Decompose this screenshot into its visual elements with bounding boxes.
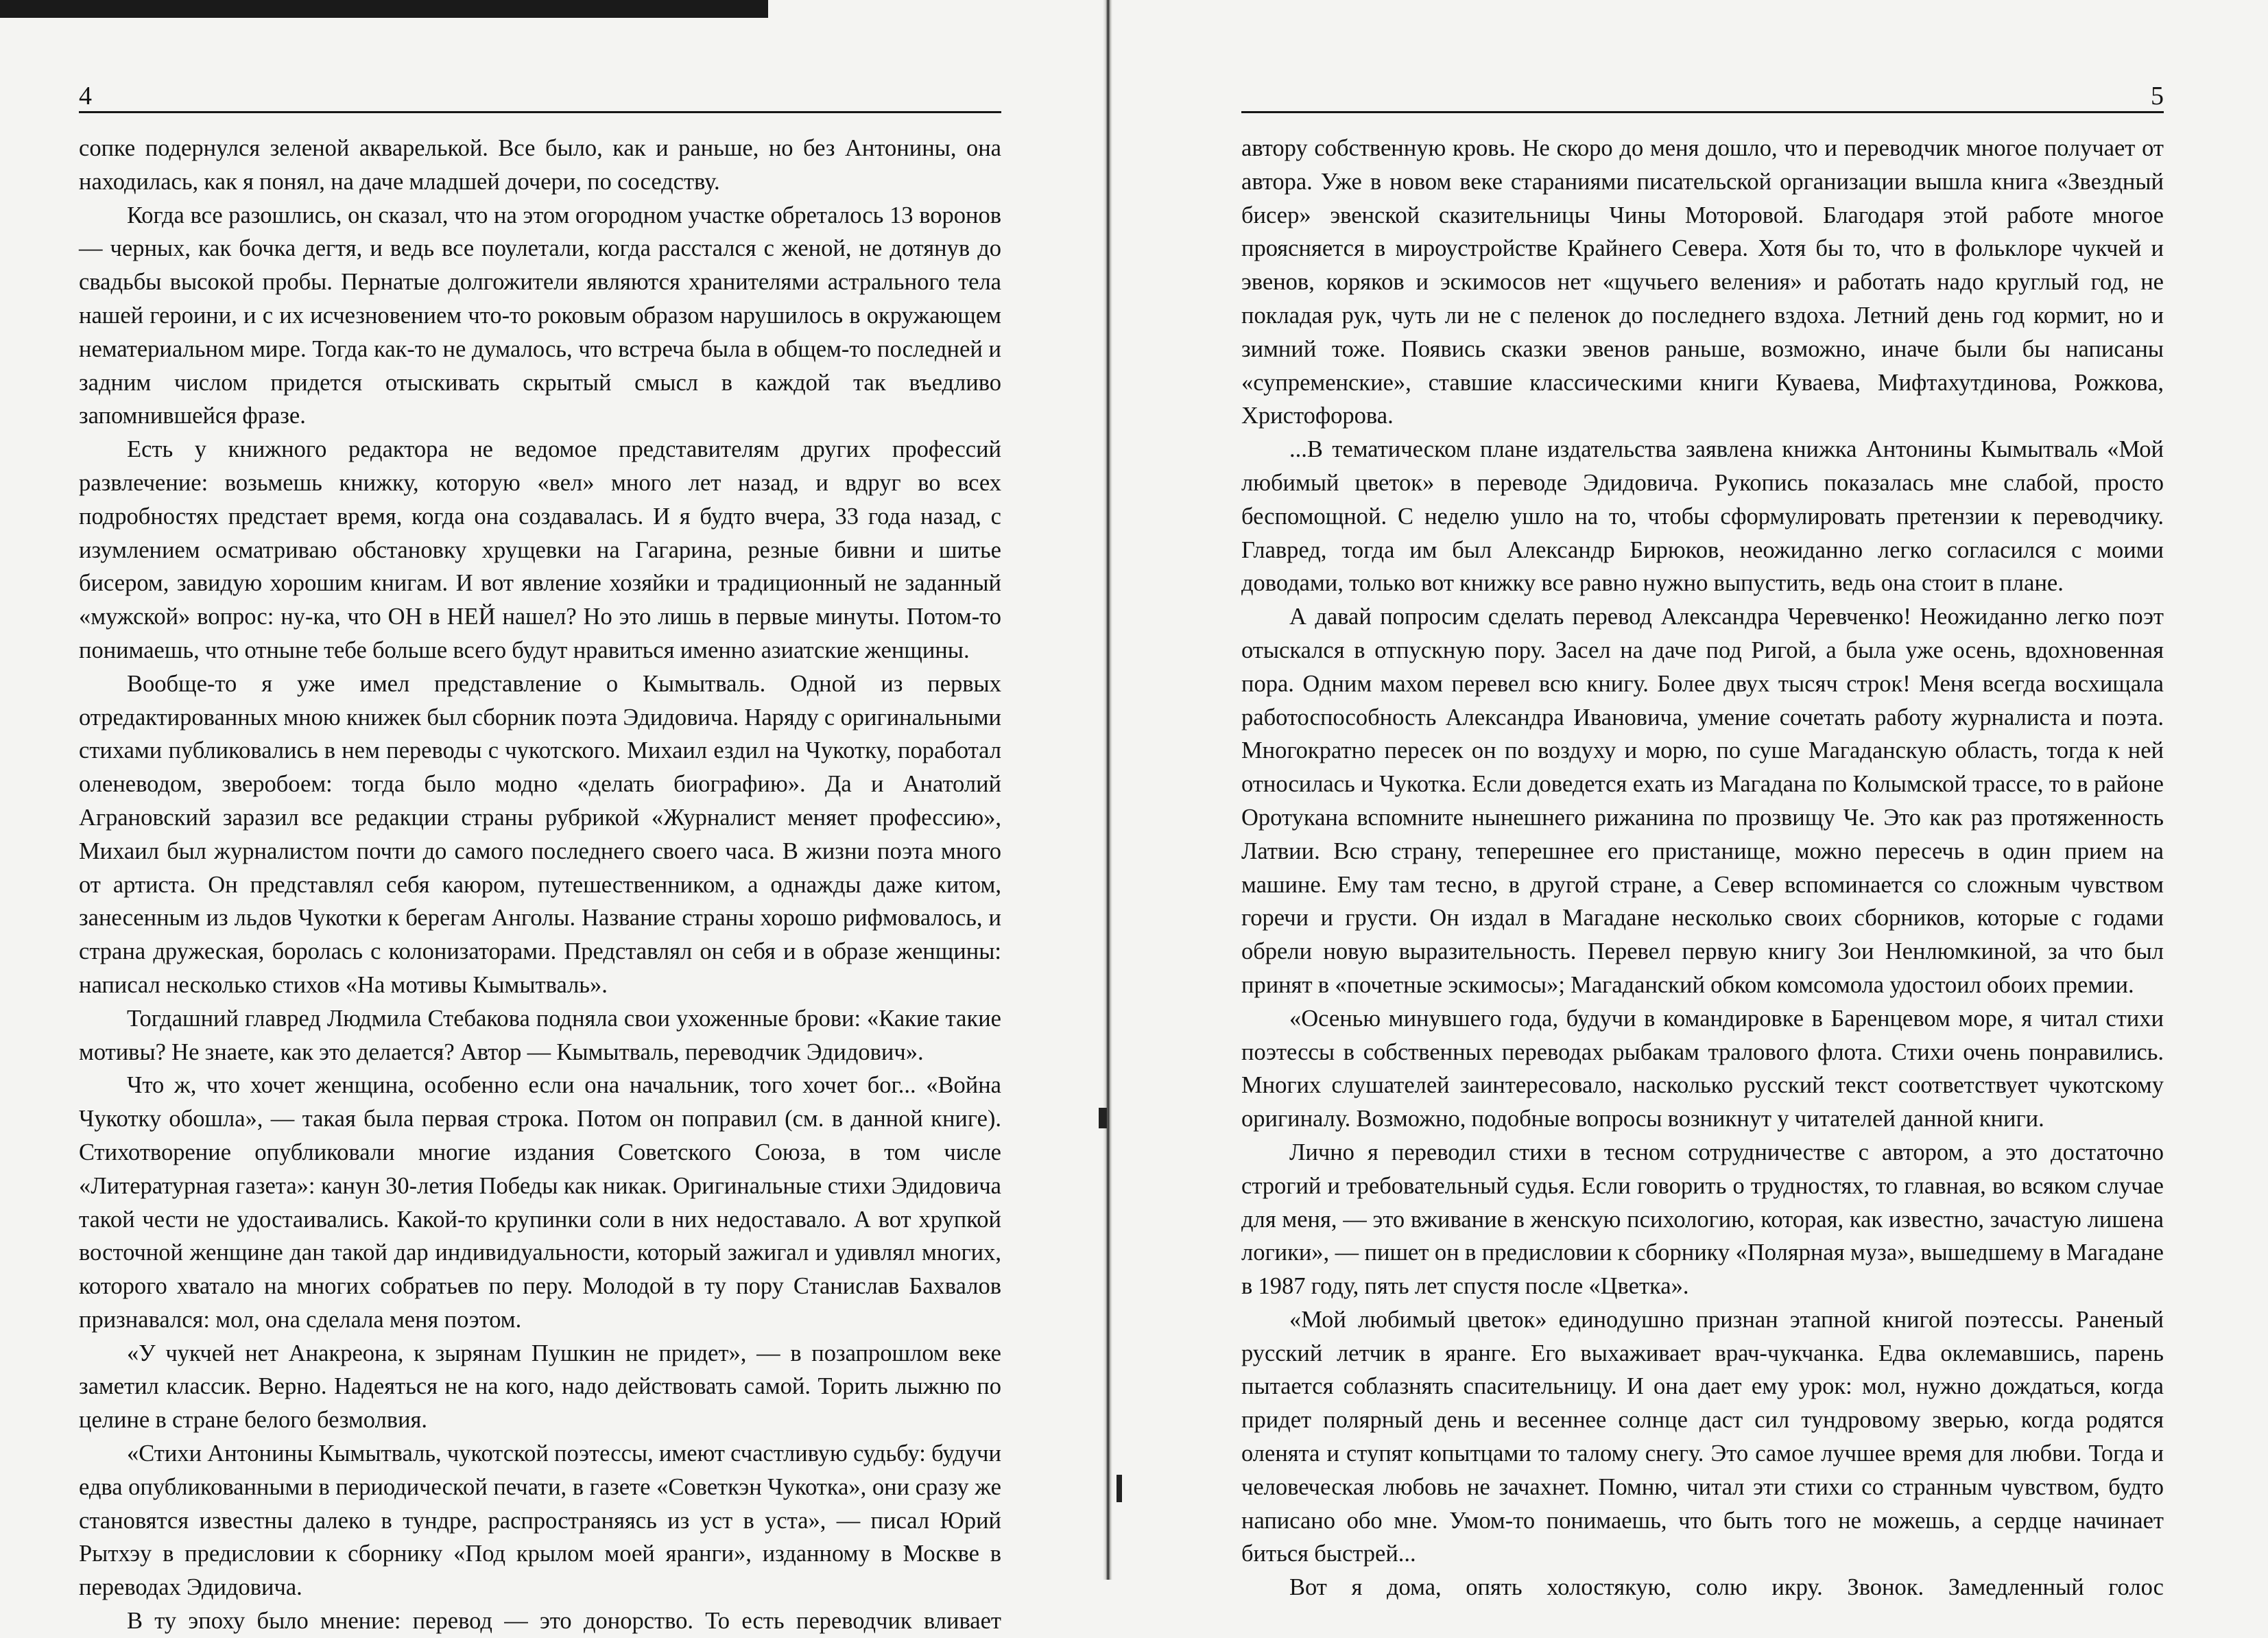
- page-text: [79, 132, 1001, 1638]
- paragraph: сопке подернулся зеленой акварелькой. Все было, как и раньше, но без Антонины, она находилась, как я понял, на даче младшей дочери, по соседству.: [79, 135, 1001, 195]
- paragraph: «Мой любимый цветок» единодушно признан этапной книгой поэтессы. Раненый русский летчик в яранге. Его выхаживает врач-чукчанка. Едва оклемавшись, парень пытается соблазнять спасительницу. И она дает ему урок: мол, нужно дождаться, когда придет полярный день и весеннее солнце даст сил тундровому зверью, когда родятся оленята и ступят копытцами то талому снегу. Это самое лучшее время для любви. Тогда и человеческая любовь не зачахнет. Помню, читал эти стихи со странным чувством, будто написано обо мне. Умом-то понимаешь, что быть того не можешь, а сердце начинает биться быстрей...: [1241, 1306, 2164, 1567]
- paragraph: Вообще-то я уже имел представление о Кымытваль. Одной из первых отредактированных мною книжек был сборник поэта Эдидовича. Наряду с оригинальными стихами публиковались в нем переводы с чукотского. Михаил ездил на Чукотку, поработал оленеводом, зверобоем: тогда было модно «делать биографию». Да и Анатолий Аграновский заразил все редакции страны рубрикой «Журналист меняет профессию», Михаил был журналистом почти до самого последнего своего часа. В жизни поэта много от артиста. Он представлял себя каюром, путешественником, а однажды даже китом, занесенным из льдов Чукотки к берегам Анголы. Название страны хорошо рифмовалось, и страна дружеская, боролась с колонизаторами. Представлял он себя и в образе женщины: написал несколько стихов «На мотивы Кымытваль».: [79, 670, 1001, 998]
- paragraph: автору собственную кровь. Не скоро до меня дошло, что и переводчик многое получает от автора. Уже в новом веке стараниями писательской организации вышла книга «Звездный бисер» эвенской сказительницы Чины Моторовой. Благодаря этой работе многое проясняется в мироустройстве Крайнего Севера. Хотя бы то, что в фольклоре чукчей и эвенов, коряков и эскимосов нет «щучьего веления» и работать надо круглый год, не покладая рук, чуть ли не с пеленок до последнего вздоха. Летний день год кормит, но и зимний тоже. Появись сказки эвенов раньше, возможно, иначе были бы написаны «супременские», ставшие классическими книги Куваева, Мифтахутдинова, Рожкова, Христофорова.: [1241, 135, 2164, 429]
- header-rule: [79, 111, 1001, 113]
- page-header: [1241, 81, 2164, 112]
- paragraph: «Стихи Антонины Кымытваль, чукотской поэтессы, имеют счастливую судьбу: будучи едва опубликованными в периодической печати, в газете «Советкэн Чукотка», они сразу же становятся известны далеко в тундре, распространяясь из уст в уста», — писал Юрий Рытхэу в предисловии к сборнику «Под крылом моей яранги», изданному в Москве в переводах Эдидовича.: [79, 1440, 1001, 1601]
- paragraph: Когда все разошлись, он сказал, что на этом огородном участке обреталось 13 воронов — черных, как бочка дегтя, и ведь все поулетали, когда расстался с женой, не дотянув до свадьбы высокой пробы. Пернатые долгожители являются хранителями астрального тела нашей героини, и с их исчезновением что-то роковым образом нарушилось в окружающем нематериальном мире. Тогда как-то не думалось, что встреча была в общем-то последней и задним числом придется отыскивать скрытый смысл в каждой так въедливо запомнившейся фразе.: [79, 202, 1001, 429]
- paragraph: Тогдашний главред Людмила Стебакова подняла свои ухоженные брови: «Какие такие мотивы? Не знаете, как это делается? Автор — Кымытваль, переводчик Эдидович».: [79, 1005, 1001, 1065]
- left-page: [79, 0, 1001, 1635]
- book-spine: [1103, 0, 1112, 1580]
- paragraph: «Осенью минувшего года, будучи в командировке в Баренцевом море, я читал стихи поэтессы в собственных переводах рыбакам тралового флота. Стихи очень понравились. Многих слушателей заинтересовало, насколько русский текст соответствует чукотскому оригиналу. Возможно, подобные вопросы возникнут у читателей данной книги.: [1241, 1005, 2164, 1132]
- paragraph: Есть у книжного редактора не ведомое представителям других профессий развлечение: возьмешь книжку, которую «вел» много лет назад, и вдруг во всех подробностях предстает время, когда она создавалась. И я будто вчера, 33 года назад, с изумлением осматриваю обстановку хрущевки на Гагарина, резные бивни и шитье бисером, завидую хорошим книгам. И вот явление хозяйки и традиционный не заданный «мужской» вопрос: ну-ка, что ОН в НЕЙ нашел? Но это лишь в первые минуты. Потом-то понимаешь, что отныне тебе больше всего будут нравиться именно азиатские женщины.: [79, 436, 1001, 663]
- page-text: [1241, 132, 2164, 1604]
- page-number: 5: [2151, 82, 2164, 110]
- spine-mark: [1117, 1475, 1122, 1502]
- right-page: [1241, 0, 2164, 1601]
- paragraph: «У чукчей нет Анакреона, к зырянам Пушкин не придет», — в позапрошлом веке заметил классик. Верно. Надеяться не на кого, надо действовать самой. Торить лыжню по целине в стране белого безмолвия.: [79, 1340, 1001, 1434]
- paragraph: ...В тематическом плане издательства заявлена книжка Антонины Кымытваль «Мой любимый цветок» в переводе Эдидовича. Рукопись показалась мне слабой, просто беспомощной. С неделю ушло на то, чтобы сформулировать претензии к переводчику. Главред, тогда им был Александр Бирюков, неожиданно легко согласился с моими доводами, только вот книжку все равно нужно выпустить, ведь она стоит в плане.: [1241, 436, 2164, 597]
- paragraph: А давай попросим сделать перевод Александра Черевченко! Неожиданно легко поэт отыскался в отпускную пору. Засел на даче под Ригой, а была уже осень, вдохновенная пора. Одним махом перевел всю книгу. Более двух тысяч строк! Меня всегда восхищала работоспособность Александра Ивановича, умение сочетать работу журналиста и поэта. Многократно пересек он по воздуху и морю, по суше Магаданскую область, тогда к ней относилась и Чукотка. Если доведется ехать из Магадана по Колымской трассе, то в районе Оротукана вспомните нынешнего рижанина по прозвищу Че. Это как раз протяженность Латвии. Всю страну, теперешнее его пристанище, можно пересечь в один прием на машине. Ему там тесно, в другой стране, а Север вспоминается со сложным чувством горечи и грусти. Он издал в Магадане несколько своих сборников, которые с годами обрели новую выразительность. Перевел первую книгу Зои Ненлюмкиной, за что был принят в «почетные эскимосы»; Магаданский обком комсомола удостоил обоих премии.: [1241, 604, 2164, 998]
- header-rule: [1241, 111, 2164, 113]
- page-header: [79, 81, 1001, 112]
- paragraph: В ту эпоху было мнение: перевод — это донорство. То есть переводчик вливает: [127, 1608, 1001, 1635]
- page-number: 4: [79, 82, 92, 110]
- paragraph: Что ж, что хочет женщина, особенно если она начальник, того хочет бог... «Война Чукотку обошла», — такая была первая строка. Потом он поправил (см. в данной книге). Стихотворение опубликовали многие издания Советского Союза, в том числе «Литературная газета»: канун 30-летия Победы как никак. Оригинальные стихи Эдидовича такой чести не удостаивались. Какой-то крупинки соли в них недоставало. А вот хрупкой восточной женщине дан такой дар индивидуальности, который зажигал и удивлял многих, которого хватало на многих собратьев по перу. Молодой в ту пору Станислав Бахвалов признавался: мол, она сделала меня поэтом.: [79, 1072, 1001, 1333]
- paragraph: Лично я переводил стихи в тесном сотрудничестве с автором, а это достаточно строгий и требовательный судья. Если говорить о трудностях, то главная, во всяком случае для меня, — это вживание в женскую психологию, которая, как известно, зачастую лишена логики», — пишет он в предисловии к сборнику «Полярная муза», вышедшему в Магадане в 1987 году, пять лет спустя после «Цветка».: [1241, 1139, 2164, 1300]
- paragraph: Вот я дома, опять холостякую, солю икру. Звонок. Замедленный голос: [1289, 1574, 2164, 1601]
- spine-mark: [1099, 1108, 1107, 1128]
